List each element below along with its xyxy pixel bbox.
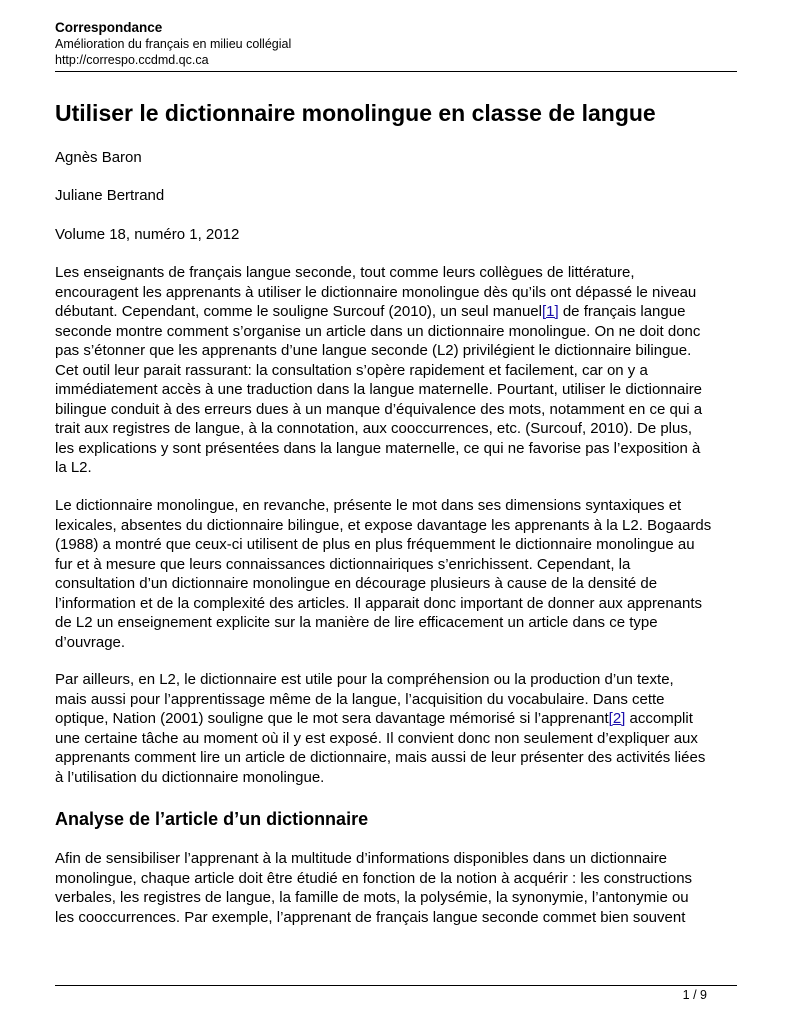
text-line: trait aux registres de langue, à la connotation, aux cooccurrences, etc. (Surcouf, 2010). De plus, xyxy=(55,420,693,437)
text-line: lexicales, absentes du dictionnaire bilingue, et expose davantage les apprenants à la L2. Bogaards xyxy=(55,516,712,534)
text-line: Cet outil leur parait rassurant: la consultation s’opère rapidement et facilement, car on y a xyxy=(55,361,648,379)
text-line: Afin de sensibiliser l’apprenant à la multitude d’informations disponibles dans un dictionnaire xyxy=(55,850,668,867)
text-line: Le dictionnaire monolingue, en revanche, présente le mot dans ses dimensions syntaxiques et xyxy=(55,497,682,514)
paragraph-3 xyxy=(55,670,737,787)
text-line: de L2 un enseignement explicite sur la manière de lire efficacement un article dans ce type xyxy=(55,614,658,631)
text-line: les explications y sont présentées dans la langue maternelle, ce qui ne favorise pas l’exposition à xyxy=(55,439,701,457)
text-line: monolingue, chaque article doit être étudié en fonction de la notion à acquérir : les constructions xyxy=(55,869,693,887)
paragraph-4 xyxy=(55,849,737,927)
header-divider xyxy=(55,71,737,72)
text-line xyxy=(55,302,737,322)
text-line: encouragent les apprenants à utiliser le dictionnaire monolingue dès qu’ils ont dépassé le niveau xyxy=(55,283,697,301)
page-number: 1 / 9 xyxy=(682,988,707,1002)
text-segment: optique, Nation (2001) souligne que le mot sera davantage mémorisé si l’apprenant xyxy=(55,710,609,727)
footnote-link[interactable]: [1] xyxy=(541,303,559,320)
text-line: mais aussi pour l’apprentissage même de la langue, l’acquisition du vocabulaire. Dans cette xyxy=(55,690,665,708)
text-segment: accomplit xyxy=(625,710,693,727)
text-segment: débutant. Cependant, comme le souligne Surcouf (2010), un seul manuel xyxy=(55,303,542,320)
text-line: apprenants comment lire un article de dictionnaire, mais aussi de leur présenter des activités liées xyxy=(55,749,706,766)
footnote-link[interactable]: [2] xyxy=(608,710,626,727)
text-line xyxy=(55,709,737,729)
journal-url: http://correspo.ccdmd.qc.ca xyxy=(55,53,209,67)
text-line: la L2. xyxy=(55,459,92,476)
text-line: l’information et de la complexité des articles. Il apparait donc important de donner aux apprenants xyxy=(55,594,703,612)
text-line: bilingue conduit à des erreurs dues à un manque d’équivalence des mots, notamment en ce qui a xyxy=(55,400,703,418)
paragraph-2 xyxy=(55,496,737,652)
author-1: Agnès Baron xyxy=(55,149,142,166)
text-line: consultation d’un dictionnaire monolingue en décourage plusieurs à cause de la densité de xyxy=(55,575,658,592)
section-heading: Analyse de l’article d’un dictionnaire xyxy=(55,809,369,829)
article-title: Utiliser le dictionnaire monolingue en classe de langue xyxy=(55,100,656,126)
text-line: verbales, les registres de langue, la famille de mots, la polysémie, la synonymie, l’antonymie ou xyxy=(55,889,689,906)
journal-subtitle: Amélioration du français en milieu collégial xyxy=(55,37,292,51)
text-line: Par ailleurs, en L2, le dictionnaire est utile pour la compréhension ou la production d’un texte, xyxy=(55,671,674,688)
journal-name: Correspondance xyxy=(55,20,163,35)
text-line: à l’utilisation du dictionnaire monolingue. xyxy=(55,768,325,786)
text-line: immédiatement accès à une traduction dans la langue maternelle. Pourtant, utiliser le dictionnaire xyxy=(55,381,703,398)
text-line: d’ouvrage. xyxy=(55,633,126,651)
text-line: seconde montre comment s’organise un article dans un dictionnaire monolingue. On ne doit donc xyxy=(55,322,701,340)
text-segment: de français langue xyxy=(558,303,686,320)
author-2: Juliane Bertrand xyxy=(55,187,165,204)
text-line: pas s’étonner que les apprenants d’une langue seconde (L2) privilégient le dictionnaire bilingue. xyxy=(55,342,692,359)
paragraph-1 xyxy=(55,263,737,478)
text-line: fur et à mesure que leurs connaissances dictionnairiques s’enrichissent. Cependant, la xyxy=(55,555,631,573)
text-line: une certaine tâche au moment où il y est exposé. Il convient donc non seulement d’expliquer aux xyxy=(55,729,698,747)
text-line: (1988) a montré que ceux-ci utilisent de plus en plus fréquemment le dictionnaire monolingue au xyxy=(55,536,695,553)
text-line: Les enseignants de français langue seconde, tout comme leurs collègues de littérature, xyxy=(55,264,635,281)
volume-info: Volume 18, numéro 1, 2012 xyxy=(55,226,240,243)
text-line: les cooccurrences. Par exemple, l’apprenant de français langue seconde commet bien souvent xyxy=(55,908,686,926)
footer-divider xyxy=(55,985,737,986)
